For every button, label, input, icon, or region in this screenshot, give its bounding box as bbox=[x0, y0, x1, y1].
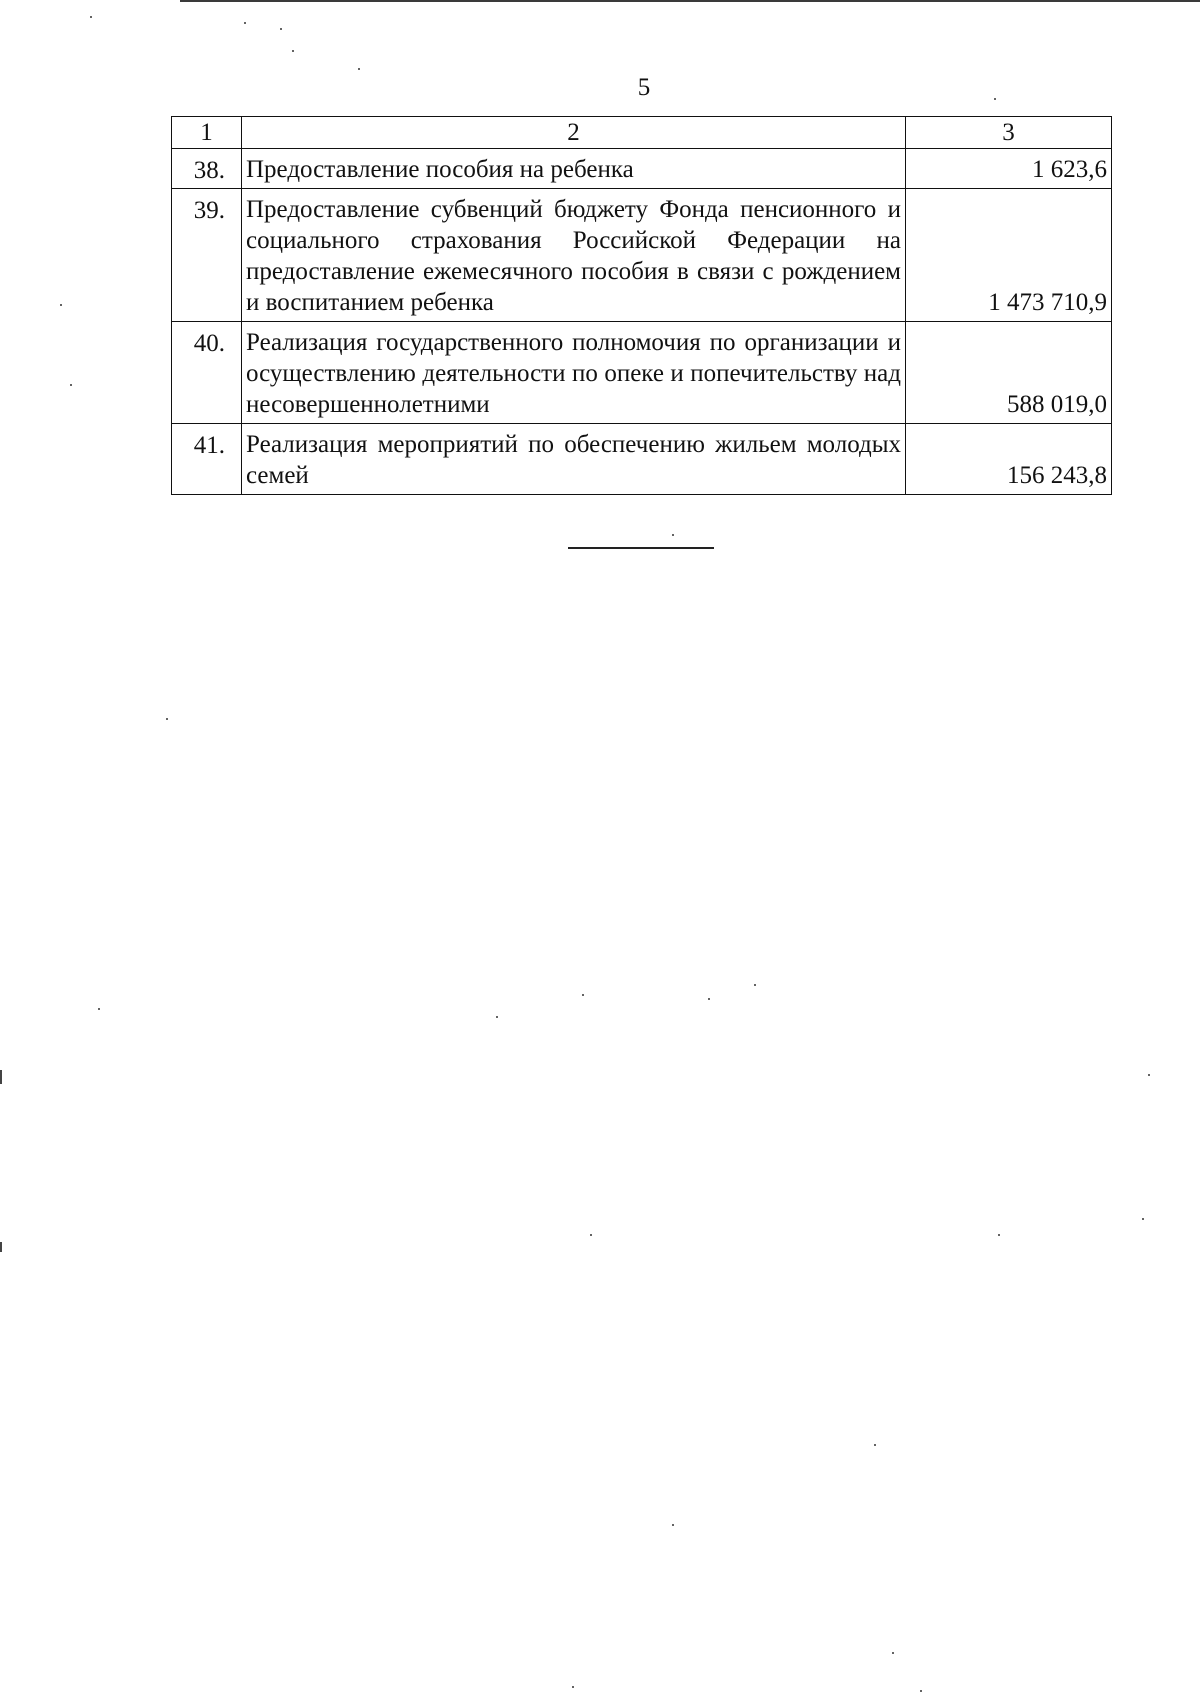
scan-speck bbox=[244, 22, 246, 24]
scan-speck bbox=[874, 1444, 876, 1446]
scan-edge-mark bbox=[0, 1242, 2, 1252]
row-amount: 156 243,8 bbox=[906, 424, 1112, 495]
end-of-table-rule bbox=[568, 547, 714, 549]
table-row bbox=[172, 149, 1112, 189]
scan-top-edge-line bbox=[180, 0, 1200, 2]
row-description: Реализация мероприятий по обеспечению жильем молодых семей bbox=[242, 424, 906, 495]
scan-speck bbox=[496, 1016, 498, 1018]
table-header-row bbox=[172, 117, 1112, 149]
column-header-1: 1 bbox=[172, 117, 242, 149]
scan-speck bbox=[166, 718, 168, 720]
column-header-3: 3 bbox=[906, 117, 1112, 149]
scan-speck bbox=[708, 998, 710, 1000]
scan-speck bbox=[582, 994, 584, 996]
row-description: Предоставление субвенций бюджету Фонда пенсионного и социального страхования Российской Федерации на предоставление ежемесячного пособия в связи с рождением и воспитанием ребенка bbox=[242, 189, 906, 322]
scan-speck bbox=[292, 50, 294, 52]
table-row bbox=[172, 189, 1112, 322]
scan-speck bbox=[892, 1652, 894, 1654]
scan-edge-mark bbox=[0, 1070, 2, 1084]
row-amount: 1 473 710,9 bbox=[906, 189, 1112, 322]
column-header-2: 2 bbox=[242, 117, 906, 149]
scan-speck bbox=[90, 16, 92, 18]
scan-speck bbox=[994, 98, 996, 100]
scan-speck bbox=[280, 28, 282, 30]
row-number: 41. bbox=[172, 424, 242, 495]
budget-table bbox=[171, 116, 1112, 495]
page-number: 5 bbox=[637, 74, 651, 101]
scan-speck bbox=[920, 1690, 922, 1692]
row-number: 39. bbox=[172, 189, 242, 322]
scan-speck bbox=[1148, 1074, 1150, 1076]
scan-speck bbox=[358, 68, 360, 70]
row-amount: 1 623,6 bbox=[906, 149, 1112, 189]
scan-speck bbox=[672, 534, 674, 536]
scan-speck bbox=[672, 1524, 674, 1526]
scan-speck bbox=[70, 384, 72, 386]
table-row bbox=[172, 322, 1112, 424]
scan-speck bbox=[754, 984, 756, 986]
scan-speck bbox=[98, 1008, 100, 1010]
scan-speck bbox=[1142, 1218, 1144, 1220]
scan-speck bbox=[572, 1686, 574, 1688]
row-description: Предоставление пособия на ребенка bbox=[242, 149, 906, 189]
scan-speck bbox=[590, 1234, 592, 1236]
table-row bbox=[172, 424, 1112, 495]
row-number: 40. bbox=[172, 322, 242, 424]
row-number: 38. bbox=[172, 149, 242, 189]
row-description: Реализация государственного полномочия по организации и осуществлению деятельности по опеке и попечительству над несовершеннолетними bbox=[242, 322, 906, 424]
scan-speck bbox=[998, 1234, 1000, 1236]
scan-speck bbox=[60, 304, 62, 306]
row-amount: 588 019,0 bbox=[906, 322, 1112, 424]
